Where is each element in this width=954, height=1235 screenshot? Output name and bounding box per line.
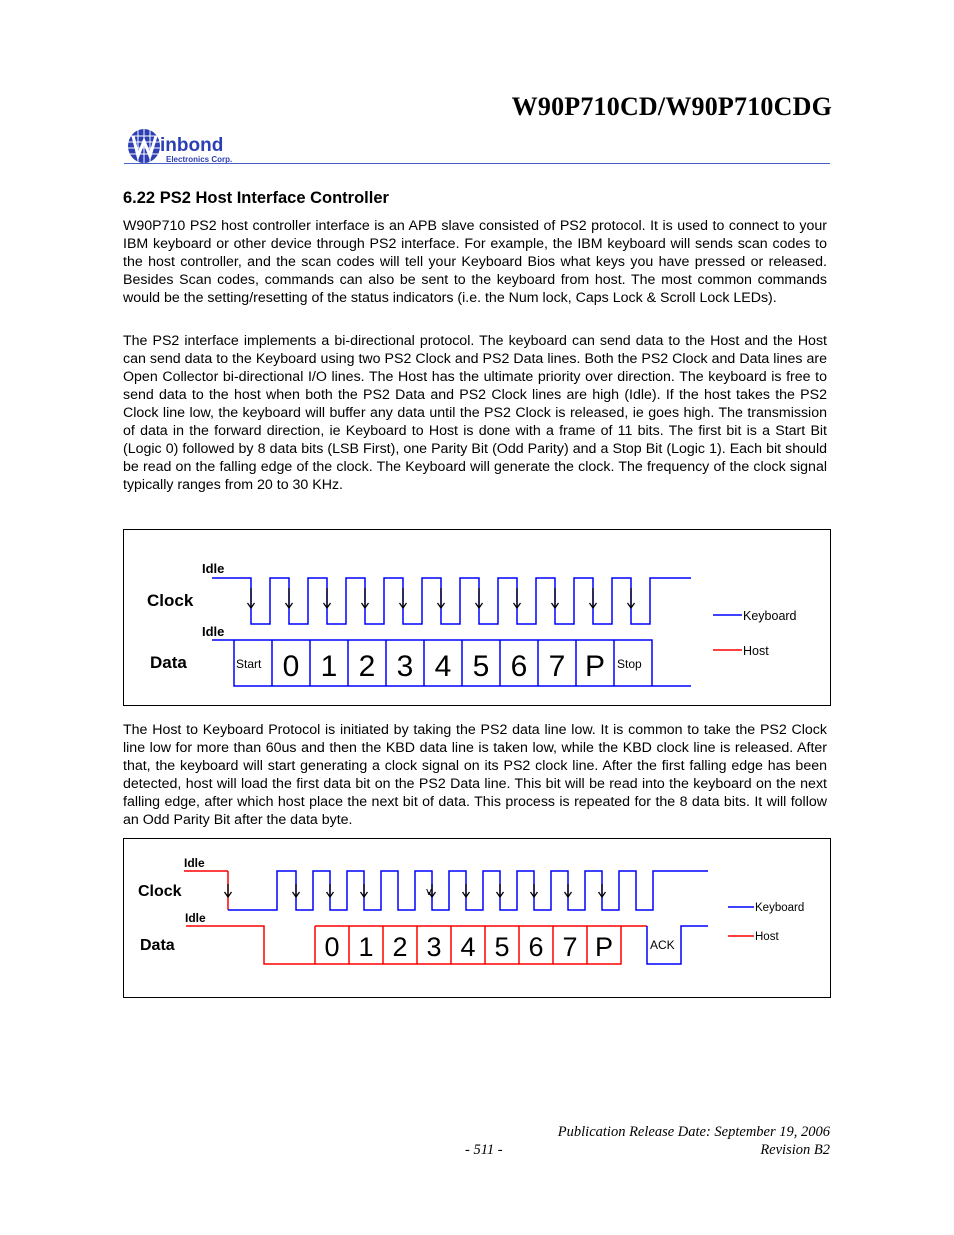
winbond-logo (127, 126, 257, 166)
data-bit-label: 0 (324, 932, 340, 962)
data-bit-label: 2 (392, 932, 408, 962)
clock-waveform (212, 578, 691, 624)
idle-clock-label: Idle (184, 856, 205, 870)
document-title: W90P710CD/W90P710CDG (511, 92, 832, 121)
start-bit-label: Start (236, 657, 262, 671)
header-rule (124, 163, 830, 164)
host-data-line (186, 926, 647, 964)
timing-diagram-keyboard-to-host (123, 529, 831, 706)
paragraph-protocol: The PS2 interface implements a bi-directional protocol. The keyboard can send data to the Host and the Host can send data to the Keyboard using two PS2 Clock and PS2 Data lines. Both the PS2 Clock and Data lines are Open Collector bi-directional I/O lines. The Host has the ultimate priority over direction. The keyboard is free to send data to the host when both the PS2 Data and PS2 Clock lines are high (Idle). If the host takes the PS2 Clock line low, the keyboard will buffer any data until the PS2 Clock is released, ie goes high. The transmission of data in the forward direction, ie Keyboard to Host is done with a frame of 11 bits. The first bit is a Start Bit (Logic 0) followed by 8 data bits (LSB First), one Parity Bit (Odd Parity) and a Stop Bit (Logic 1). Each bit should be read on the falling edge of the clock. The Keyboard will generate the clock. The frequency of the clock signal typically ranges from 20 to 30 KHz. (123, 333, 827, 493)
data-bit-label: 4 (434, 650, 452, 683)
legend-keyboard-label: Keyboard (755, 902, 805, 914)
data-bit-label: 5 (494, 932, 510, 962)
publication-date: Publication Release Date: September 19, 2006 (557, 1124, 830, 1140)
ack-label: ACK (650, 938, 675, 952)
paragraph-host-to-keyboard: The Host to Keyboard Protocol is initiated by taking the PS2 data line low. It is common to take the PS2 Clock line low for more than 60us and then the KBD data line is taken low, while the KBD clock line is released. After that, the keyboard will start generating a clock signal on its PS2 clock line. After the first falling edge has been detected, host will load the first data bit on the PS2 Data line. This bit will be read into the keyboard on the next falling edge, after which host place the next bit of data. This process is repeated for the 8 data bits. It will follow an Odd Parity Bit after the data byte. (123, 722, 827, 828)
clock-line (212, 578, 691, 624)
v-marker: v (426, 886, 432, 898)
timing-diagram-host-to-keyboard (123, 838, 831, 998)
falling-edge-arrows (248, 588, 635, 608)
legend-host-label: Host (743, 644, 769, 658)
data-bit-label: P (594, 932, 614, 962)
svg-text:Electronics Corp.: Electronics Corp. (166, 155, 233, 164)
data-bit-label: 5 (472, 650, 490, 683)
data-waveform (186, 926, 708, 964)
data-bit-label: 7 (562, 932, 578, 962)
data-label: Data (150, 653, 187, 672)
stop-bit-label: Stop (617, 657, 642, 671)
legend-keyboard-label: Keyboard (743, 609, 797, 623)
idle-clock-label: Idle (202, 561, 225, 576)
data-bit-label: 3 (396, 650, 414, 683)
section-title: 6.22 PS2 Host Interface Controller (123, 189, 389, 207)
data-bit-label: 6 (510, 650, 528, 683)
svg-text:inbond: inbond (160, 135, 224, 156)
clock-line (228, 871, 708, 910)
idle-data-label: Idle (202, 624, 225, 639)
data-bit-label: 3 (426, 932, 442, 962)
data-bit-label: 7 (548, 650, 566, 683)
data-bit-label: 2 (358, 650, 376, 683)
data-bit-label: 1 (320, 650, 338, 683)
data-bit-label: P (584, 650, 606, 683)
clock-label: Clock (147, 591, 194, 610)
data-bit-label: 1 (358, 932, 374, 962)
idle-data-label: Idle (185, 911, 206, 925)
data-bit-label: 6 (528, 932, 544, 962)
data-bit-label: 4 (460, 932, 476, 962)
revision: Revision B2 (760, 1142, 830, 1158)
page-number: - 511 - (465, 1142, 503, 1158)
legend-host-label: Host (755, 931, 779, 943)
clock-waveform (184, 871, 708, 910)
data-label: Data (140, 937, 175, 954)
data-bit-label: 0 (282, 650, 300, 683)
clock-label: Clock (138, 883, 182, 900)
paragraph-intro: W90P710 PS2 host controller interface is an APB slave consisted of PS2 protocol. It is used to connect to your IBM keyboard or other device through PS2 interface. For example, the IBM keyboard will sends scan codes to the host controller, and the scan codes will tell your Keyboard Bios what keys you have pressed or released. Besides Scan codes, commands can also be sent to the keyboard from host. The most common commands would be the setting/resetting of the status indicators (i.e. the Num lock, Caps Lock & Scroll Lock LEDs). (123, 218, 827, 306)
